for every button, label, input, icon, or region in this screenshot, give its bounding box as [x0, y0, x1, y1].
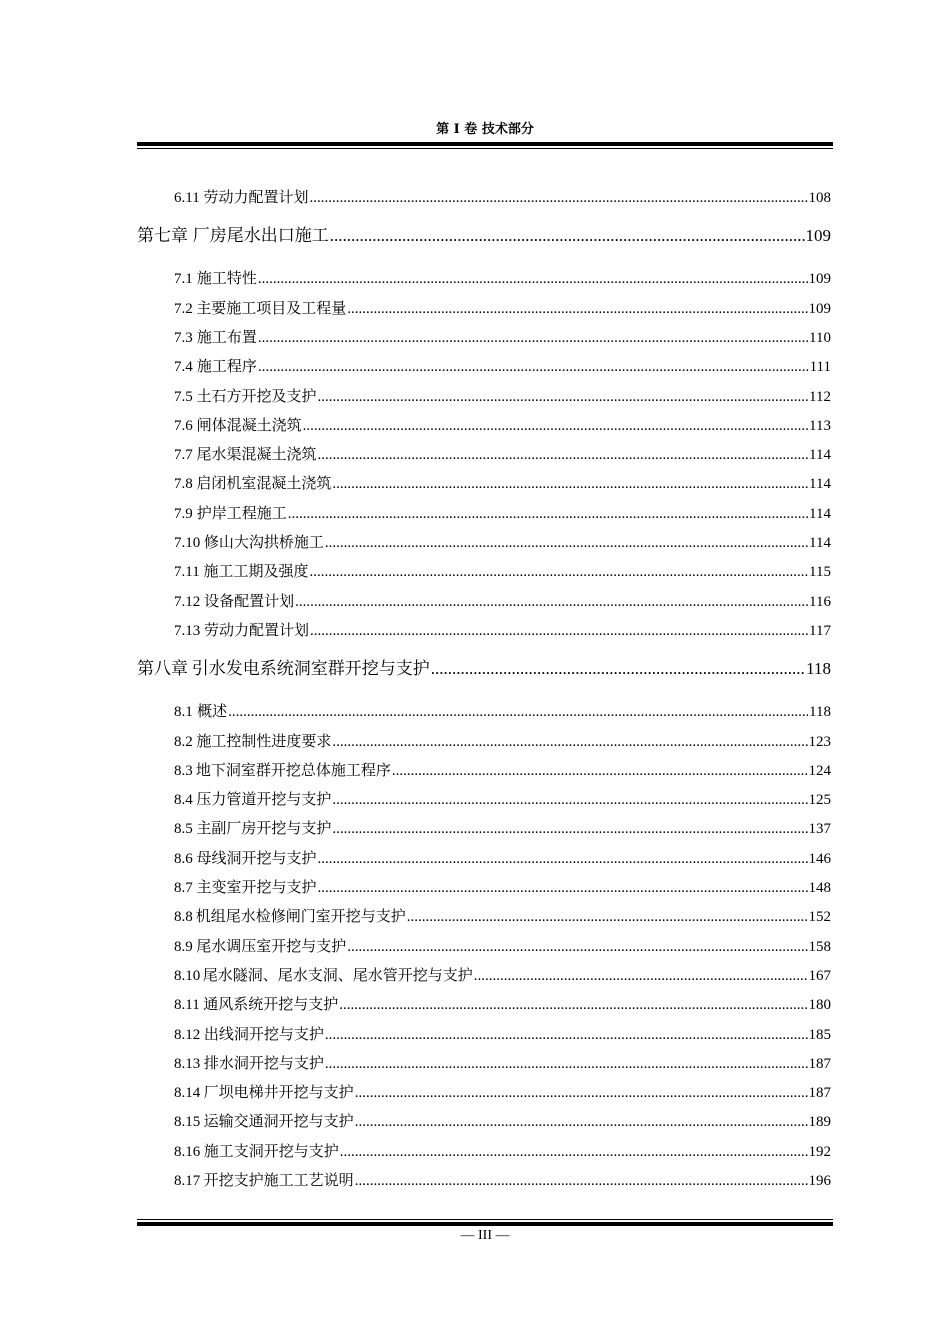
toc-entry-page: 185	[808, 1026, 831, 1043]
toc-entry-number: 8.12	[174, 1026, 201, 1043]
toc-chapter-entry[interactable]	[137, 653, 831, 685]
toc-dot-leader	[392, 757, 808, 786]
toc-entry-page: 118	[809, 704, 831, 721]
toc-dot-leader	[309, 184, 807, 213]
toc-dot-leader	[407, 903, 808, 932]
toc-entry-number: 7.9	[174, 505, 193, 522]
toc-dot-leader	[355, 1079, 808, 1108]
toc-dot-leader	[295, 588, 808, 617]
toc-entry-title: 施工控制性进度要求	[196, 731, 332, 750]
toc-dot-leader	[332, 728, 807, 757]
toc-entry-page: 148	[808, 880, 831, 896]
toc-entry-number: 7.3	[174, 329, 193, 346]
toc-entry-page: 115	[809, 564, 831, 581]
toc-dot-leader	[228, 698, 808, 727]
toc-entry-title: 主变室开挖与支护	[196, 878, 317, 896]
toc-entry-title: 施工支洞开挖与支护	[203, 1141, 339, 1160]
toc-entry-number: 8.13	[174, 1055, 201, 1072]
toc-entry-title: 排水洞开挖与支护	[203, 1053, 324, 1072]
toc-dot-leader	[355, 1167, 808, 1196]
toc-entry-number: 8.4	[174, 792, 193, 809]
toc-entry-title: 护岸工程施工	[196, 503, 287, 522]
toc-entry-page: 167	[808, 967, 831, 984]
toc-entry-title: 引水发电系统洞室群开挖与支护	[191, 659, 430, 680]
toc-entry-title: 施工程序	[196, 357, 257, 376]
toc-entry-number: 8.9	[174, 938, 193, 955]
toc-entry-number: 8.10	[174, 967, 201, 984]
toc-dot-leader	[325, 1050, 808, 1079]
toc-entry-title: 主副厂房开挖与支护	[196, 819, 332, 838]
toc-entry-number: 8.8	[174, 909, 193, 926]
toc-entry-page: 158	[808, 938, 831, 955]
toc-section-entry[interactable]	[174, 382, 831, 411]
toc-section-entry[interactable]	[174, 183, 831, 212]
toc-dot-leader	[317, 441, 808, 470]
toc-entry-number: 7.4	[174, 359, 193, 376]
toc-section-entry[interactable]	[174, 990, 831, 1019]
toc-entry-title: 厂坝电梯井开挖与支护	[203, 1083, 354, 1102]
toc-section-entry[interactable]	[174, 411, 831, 440]
toc-dot-leader	[310, 617, 808, 646]
toc-section-entry[interactable]	[174, 814, 831, 843]
toc-entry-page: 112	[809, 388, 831, 405]
toc-dot-leader	[347, 295, 807, 324]
toc-entry-page: 113	[809, 417, 831, 434]
toc-dot-leader	[258, 265, 808, 294]
toc-section-entry[interactable]	[174, 616, 831, 645]
toc-entry-title: 厂房尾水出口施工	[192, 226, 329, 247]
toc-section-entry[interactable]	[174, 902, 831, 931]
toc-entry-title: 机组尾水检修闸门室开挖与支护	[195, 907, 406, 926]
toc-entry-number: 8.7	[174, 880, 193, 896]
toc-entry-number: 8.16	[174, 1143, 201, 1160]
toc-entry-number: 7.10	[174, 535, 201, 551]
toc-entry-title: 劳动力配置计划	[204, 620, 310, 639]
toc-entry-number: 7.6	[174, 417, 193, 434]
toc-dot-leader	[332, 815, 807, 844]
toc-entry-title: 运输交通洞开挖与支护	[203, 1112, 354, 1131]
toc-entry-page: 109	[808, 300, 831, 317]
toc-entry-title: 启闭机室混凝土浇筑	[196, 474, 332, 493]
toc-entry-number: 7.13	[174, 622, 201, 639]
toc-entry-number: 7.8	[174, 476, 193, 493]
toc-entry-page: 108	[808, 190, 831, 206]
toc-entry-title: 土石方开挖及支护	[196, 386, 317, 405]
toc-dot-leader	[355, 1108, 808, 1137]
toc-entry-number: 8.14	[174, 1085, 201, 1102]
toc-entry-title: 主要施工项目及工程量	[196, 298, 347, 317]
toc-entry-page: 114	[809, 505, 831, 522]
toc-dot-leader	[340, 1138, 808, 1167]
toc-entry-title: 尾水调压室开挖与支护	[196, 936, 347, 955]
toc-entry-number: 8.3	[174, 762, 193, 779]
toc-section-entry[interactable]	[174, 844, 831, 873]
toc-section-entry[interactable]	[174, 557, 831, 586]
toc-section-entry[interactable]	[174, 528, 831, 557]
toc-entry-page: 109	[805, 226, 831, 246]
toc-entry-page: 114	[809, 447, 831, 464]
toc-section-entry[interactable]	[174, 264, 831, 293]
toc-section-entry[interactable]	[174, 469, 831, 498]
toc-section-entry[interactable]	[174, 587, 831, 616]
toc-entry-number: 7.12	[174, 593, 201, 610]
toc-entry-page: 118	[806, 659, 831, 679]
toc-entry-page: 117	[809, 622, 831, 639]
toc-entry-title: 通风系统开挖与支护	[203, 995, 339, 1014]
toc-dot-leader	[303, 412, 808, 441]
footer-rule-thin	[137, 1219, 833, 1220]
toc-section-entry[interactable]	[174, 1020, 831, 1049]
toc-entry-number: 7.2	[174, 300, 193, 317]
toc-entry-title: 施工工期及强度	[203, 562, 309, 581]
toc-entry-page: 111	[809, 359, 831, 376]
toc-section-entry[interactable]	[174, 440, 831, 469]
toc-entry-page: 196	[808, 1173, 831, 1189]
toc-entry-title: 母线洞开挖与支护	[196, 848, 317, 867]
toc-dot-leader	[258, 353, 809, 382]
toc-entry-title: 概述	[197, 702, 228, 721]
toc-entry-page: 125	[808, 792, 831, 809]
toc-entry-title: 尾水渠混凝土浇筑	[196, 445, 317, 464]
header-rule-thin	[137, 148, 833, 149]
toc-entry-number: 第七章	[137, 226, 188, 247]
toc-entry-number: 8.15	[174, 1114, 201, 1131]
toc-entry-page: 187	[808, 1085, 831, 1102]
toc-entry-page: 110	[809, 329, 831, 346]
toc-dot-leader	[330, 220, 805, 252]
toc-entry-number: 7.1	[174, 271, 193, 288]
toc-dot-leader	[309, 558, 808, 587]
toc-section-entry[interactable]	[174, 785, 831, 814]
toc-entry-number: 8.11	[174, 997, 200, 1014]
toc-entry-number: 8.1	[174, 704, 193, 721]
toc-section-entry[interactable]	[174, 1166, 831, 1195]
toc-entry-title: 设备配置计划	[204, 591, 295, 610]
toc-entry-number: 8.5	[174, 821, 193, 838]
toc-entry-page: 187	[808, 1055, 831, 1072]
toc-section-entry[interactable]	[174, 932, 831, 961]
toc-dot-leader	[288, 500, 808, 529]
toc-entry-page: 152	[808, 909, 831, 926]
toc-section-entry[interactable]	[174, 1137, 831, 1166]
toc-entry-number: 7.5	[174, 388, 193, 405]
toc-dot-leader	[325, 529, 808, 558]
toc-section-entry[interactable]	[174, 1049, 831, 1078]
toc-entry-title: 修山大沟拱桥施工	[203, 533, 324, 551]
toc-entry-title: 出线洞开挖与支护	[203, 1024, 324, 1043]
toc-dot-leader	[431, 653, 805, 685]
toc-section-entry[interactable]	[174, 873, 831, 902]
toc-entry-number: 7.7	[174, 447, 193, 464]
toc-entry-number: 8.2	[174, 733, 193, 750]
toc-entry-title: 施工特性	[196, 269, 257, 288]
toc-dot-leader	[317, 383, 808, 412]
toc-entry-page: 116	[809, 593, 831, 610]
toc-entry-number: 第八章	[137, 659, 188, 680]
toc-dot-leader	[258, 324, 808, 353]
toc-entry-page: 114	[809, 476, 831, 493]
footer-rule-thick	[137, 1222, 833, 1226]
toc-section-entry[interactable]	[174, 352, 831, 381]
toc-section-entry[interactable]	[174, 499, 831, 528]
toc-dot-leader	[325, 1021, 808, 1050]
toc-section-entry[interactable]	[174, 961, 831, 990]
toc-dot-leader	[317, 874, 807, 903]
page-number: — III —	[460, 1228, 510, 1243]
toc-entry-title: 开挖支护施工工艺说明	[203, 1171, 354, 1189]
running-header: 第 I 卷 技术部分	[436, 122, 534, 137]
toc-chapter-entry[interactable]	[137, 220, 831, 252]
toc-dot-leader	[474, 962, 808, 991]
toc-entry-page: 124	[808, 762, 831, 779]
toc-dot-leader	[332, 470, 808, 499]
toc-entry-title: 尾水隧洞、尾水支洞、尾水管开挖与支护	[202, 965, 473, 984]
toc-dot-leader	[339, 991, 807, 1020]
toc-entry-page: 137	[808, 821, 831, 838]
toc-section-entry[interactable]	[174, 1078, 831, 1107]
toc-entry-page: 180	[808, 997, 831, 1014]
toc-entry-title: 地下洞室群开挖总体施工程序	[195, 760, 391, 779]
toc-section-entry[interactable]	[174, 323, 831, 352]
toc-section-entry[interactable]	[174, 727, 831, 756]
toc-entry-title: 劳动力配置计划	[203, 188, 309, 206]
toc-entry-title: 压力管道开挖与支护	[196, 790, 332, 809]
header-rule-thick	[137, 142, 833, 146]
toc-dot-leader	[332, 786, 807, 815]
toc-section-entry[interactable]	[174, 1107, 831, 1136]
toc-entry-page: 192	[808, 1143, 831, 1160]
toc-entry-page: 114	[809, 535, 831, 551]
toc-dot-leader	[347, 933, 807, 962]
toc-entry-page: 109	[808, 271, 831, 288]
toc-entry-number: 8.17	[174, 1173, 201, 1189]
toc-dot-leader	[317, 845, 807, 874]
toc-entry-page: 146	[808, 850, 831, 867]
toc-section-entry[interactable]	[174, 294, 831, 323]
toc-entry-title: 施工布置	[196, 327, 257, 346]
toc-entry-title: 闸体混凝土浇筑	[196, 415, 302, 434]
toc-entry-number: 8.6	[174, 850, 193, 867]
toc-entry-number: 7.11	[174, 564, 200, 581]
toc-entry-page: 123	[808, 733, 831, 750]
toc-entry-page: 189	[808, 1114, 831, 1131]
toc-section-entry[interactable]	[174, 756, 831, 785]
toc-entry-number: 6.11	[174, 190, 200, 206]
toc-section-entry[interactable]	[174, 697, 831, 726]
